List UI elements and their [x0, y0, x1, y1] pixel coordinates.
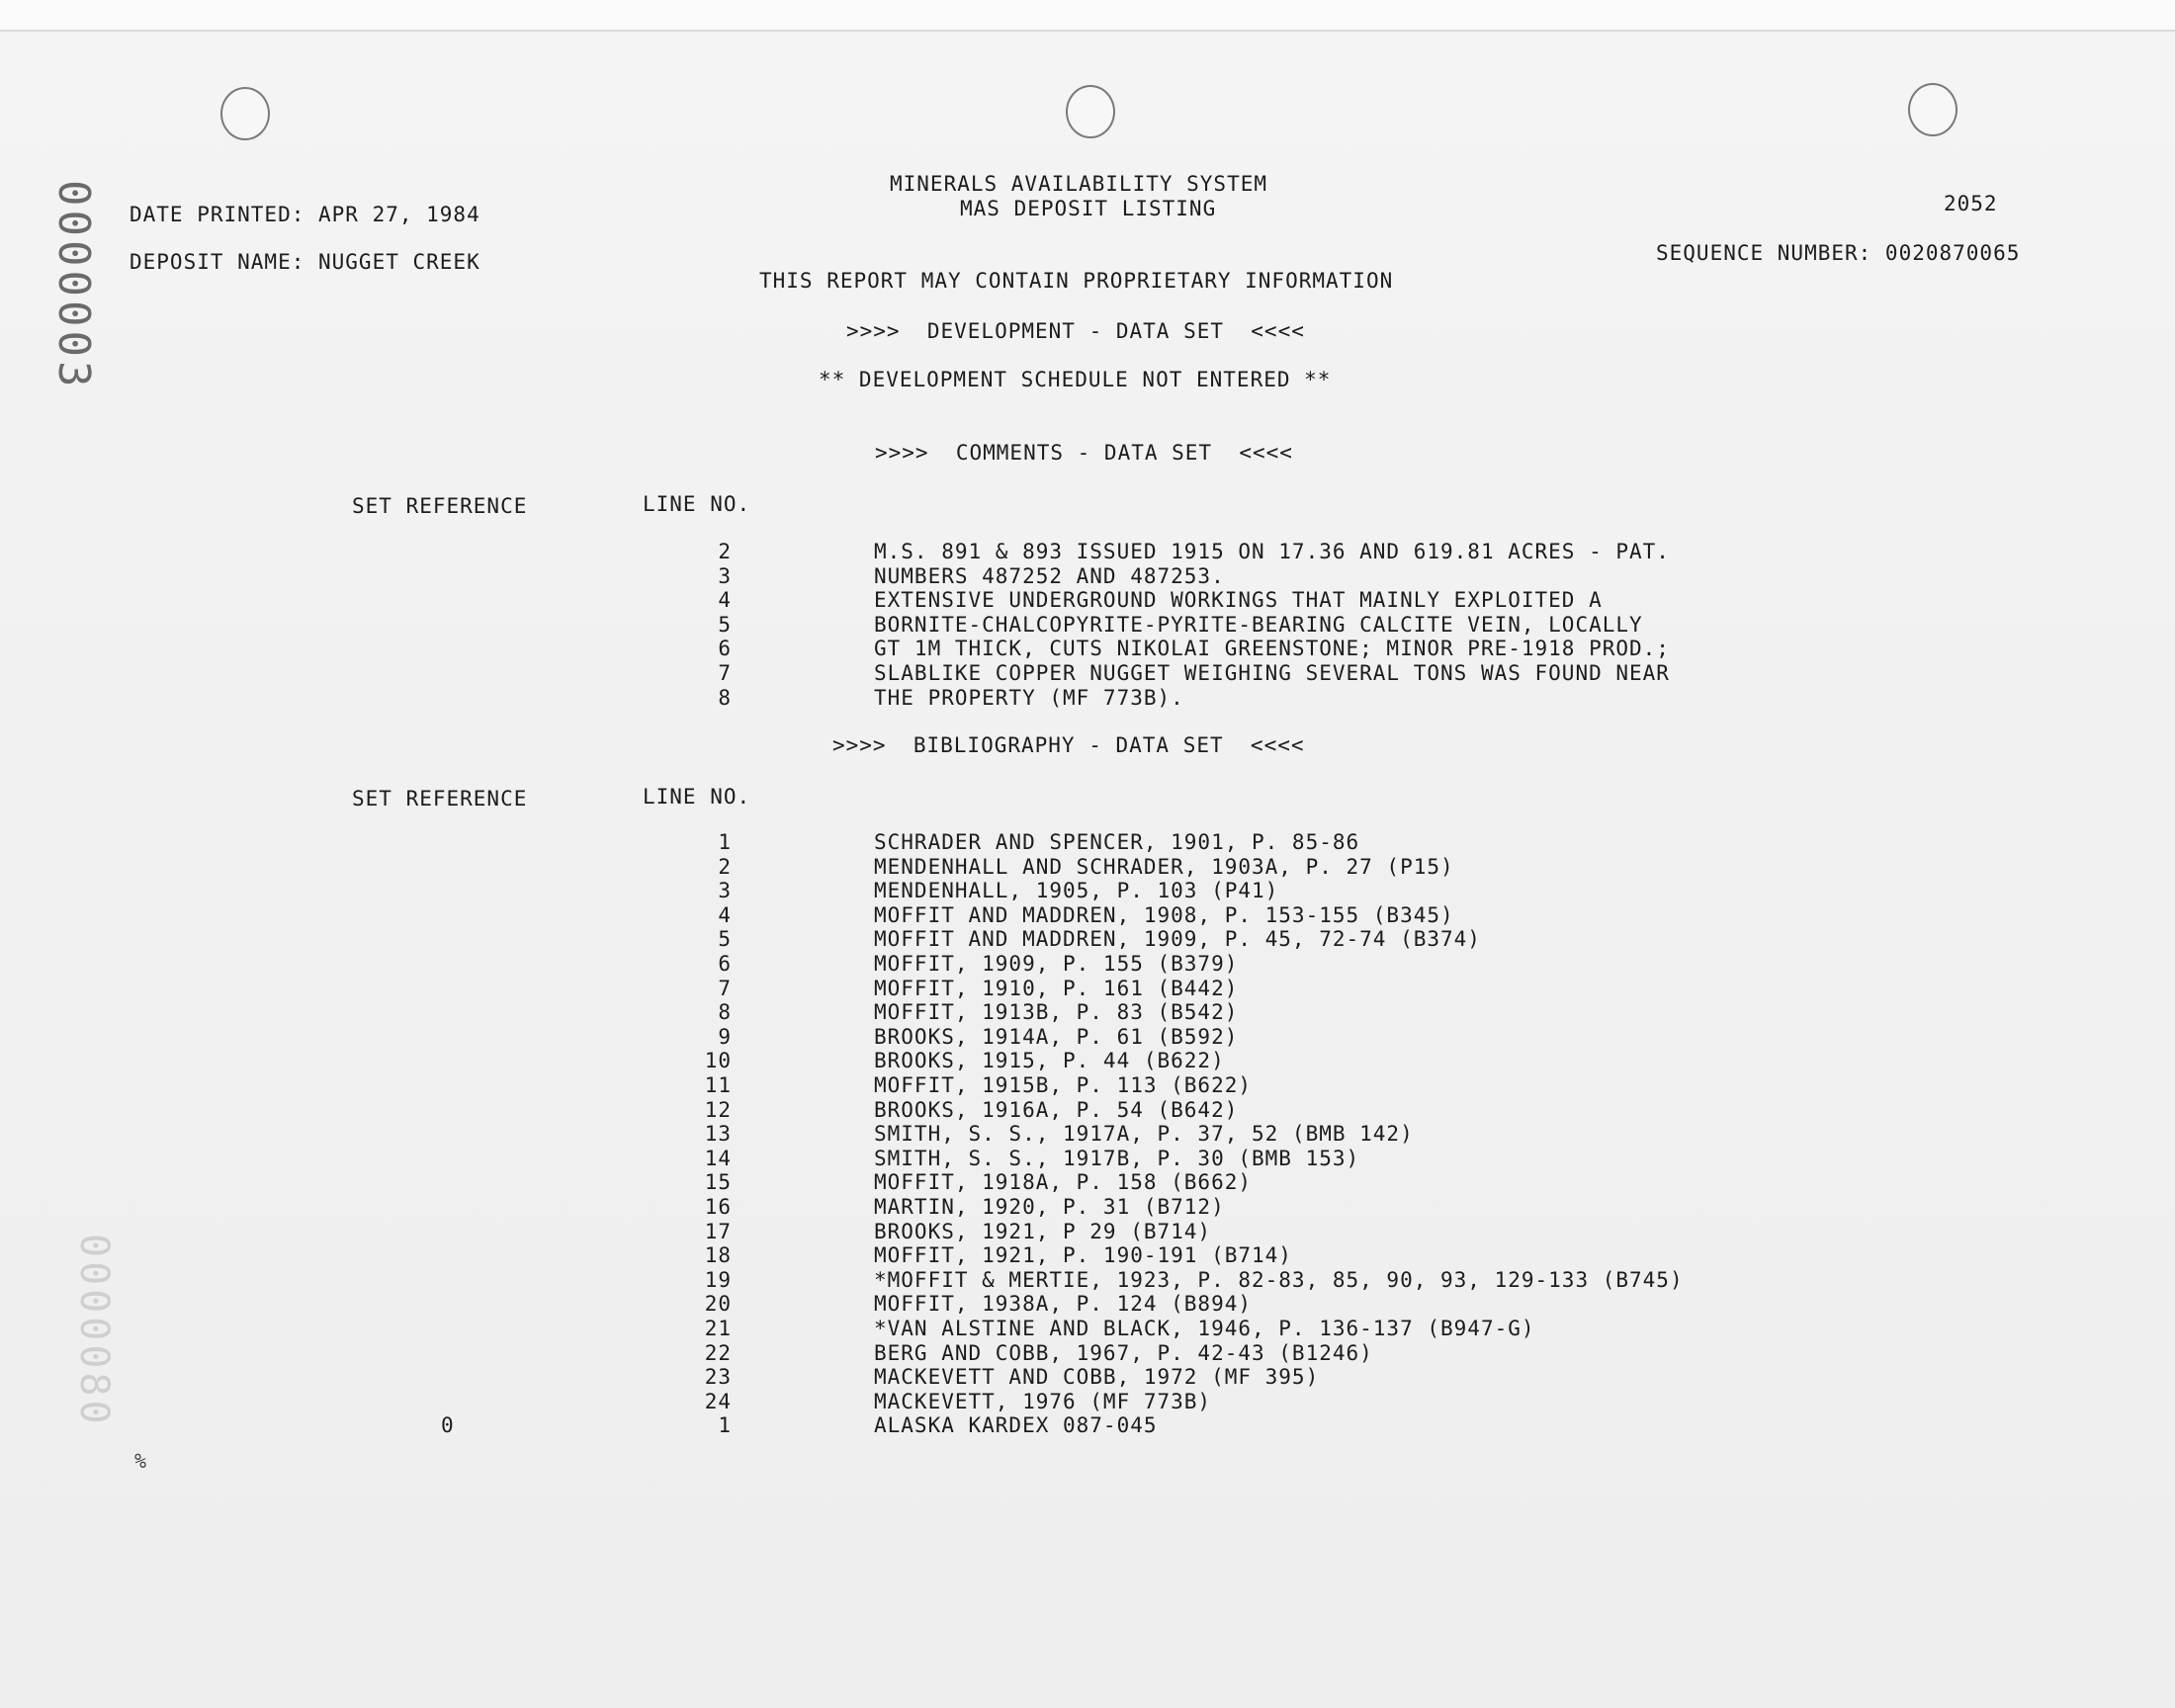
bibliography-line-text: MARTIN, 1920, P. 31 (B712): [874, 1195, 1225, 1219]
bibliography-line-text: *MOFFIT & MERTIE, 1923, P. 82-83, 85, 90, 93, 129-133 (B745): [874, 1267, 1684, 1292]
bibliography-line-number: 6: [718, 952, 732, 976]
bibliography-row: [0, 1073, 2175, 1097]
bibliography-line-text: MACKEVETT AND COBB, 1972 (MF 395): [874, 1365, 1320, 1390]
punch-hole-center: [1066, 85, 1115, 138]
bibliography-line-number: 17: [704, 1219, 732, 1243]
punch-hole-right: [1908, 83, 1958, 136]
comment-line-text: GT 1M THICK, CUTS NIKOLAI GREENSTONE; MINOR PRE-1918 PROD.;: [874, 637, 1670, 661]
comments-col-set-reference: SET REFERENCE: [352, 494, 528, 518]
page-number: 2052: [1944, 192, 1998, 215]
bibliography-line-number: 16: [704, 1195, 732, 1219]
bibliography-line-number: 11: [704, 1073, 732, 1097]
footer-mark: %: [134, 1449, 147, 1473]
comment-line-number: 3: [718, 563, 732, 588]
bibliography-line-text: MOFFIT, 1913B, P. 83 (B542): [874, 1000, 1239, 1025]
bibliography-line-text: BERG AND COBB, 1967, P. 42-43 (B1246): [874, 1340, 1373, 1365]
bibliography-line-number: 5: [718, 927, 732, 952]
bibliography-row: [0, 1122, 2175, 1146]
comment-line-number: 4: [718, 588, 732, 613]
bibliography-line-number: 7: [718, 976, 732, 1000]
system-title: MINERALS AVAILABILITY SYSTEM: [890, 172, 1268, 196]
comment-row: [0, 613, 2175, 637]
comment-line-text: BORNITE-CHALCOPYRITE-PYRITE-BEARING CALCITE VEIN, LOCALLY: [874, 612, 1643, 637]
bibliography-line-text: MOFFIT, 1921, P. 190-191 (B714): [874, 1243, 1292, 1268]
bibliography-row: [0, 1317, 2175, 1340]
bibliography-line-number: 8: [718, 1000, 732, 1025]
bibliography-line-text: MACKEVETT, 1976 (MF 773B): [874, 1389, 1212, 1413]
listing-title: MAS DEPOSIT LISTING: [960, 197, 1217, 220]
bibliography-line-text: BROOKS, 1915, P. 44 (B622): [874, 1049, 1225, 1073]
bibliography-line-text: BROOKS, 1921, P 29 (B714): [874, 1219, 1212, 1243]
bibliography-line-number: 18: [704, 1243, 732, 1268]
paper-top-edge: [0, 0, 2175, 32]
bibliography-set-reference: 0: [441, 1413, 455, 1438]
comment-row: [0, 540, 2175, 563]
comment-row: [0, 637, 2175, 660]
bibliography-line-number: 2: [718, 854, 732, 879]
bibliography-col-line-no: LINE NO.: [643, 785, 751, 809]
bibliography-line-number: 24: [704, 1389, 732, 1413]
sequence-number: SEQUENCE NUMBER: 0020870065: [1656, 241, 2021, 265]
bibliography-line-number: 14: [704, 1146, 732, 1170]
bibliography-line-number: 23: [704, 1365, 732, 1390]
comment-row: [0, 686, 2175, 710]
bibliography-line-number: 1: [718, 830, 732, 854]
bibliography-line-text: MOFFIT, 1938A, P. 124 (B894): [874, 1292, 1253, 1317]
bibliography-line-text: MOFFIT, 1918A, P. 158 (B662): [874, 1170, 1253, 1195]
bibliography-section-title: >>>> BIBLIOGRAPHY - DATA SET <<<<: [832, 733, 1305, 757]
bibliography-line-number: 22: [704, 1340, 732, 1365]
comment-line-number: 7: [718, 661, 732, 685]
comment-line-text: M.S. 891 & 893 ISSUED 1915 ON 17.36 AND 619.81 ACRES - PAT.: [874, 540, 1670, 563]
comment-row: [0, 661, 2175, 685]
bibliography-line-text: SMITH, S. S., 1917A, P. 37, 52 (BMB 142): [874, 1122, 1414, 1147]
comment-line-number: 5: [718, 612, 732, 637]
bibliography-row: [0, 1195, 2175, 1219]
page-stamp: 0000003: [48, 180, 99, 391]
bibliography-line-text: SCHRADER AND SPENCER, 1901, P. 85-86: [874, 830, 1360, 854]
bibliography-row: [0, 830, 2175, 854]
bibliography-row: [0, 952, 2175, 976]
bibliography-line-text: SMITH, S. S., 1917B, P. 30 (BMB 153): [874, 1146, 1360, 1170]
bibliography-row: [0, 1098, 2175, 1122]
bibliography-row: [0, 1413, 2175, 1437]
bibliography-line-text: MOFFIT AND MADDREN, 1909, P. 45, 72-74 (B374): [874, 927, 1481, 952]
bibliography-row: [0, 1390, 2175, 1413]
bibliography-line-number: 1: [718, 1413, 732, 1438]
bibliography-row: [0, 1341, 2175, 1365]
comment-line-number: 6: [718, 637, 732, 661]
bibliography-line-text: *VAN ALSTINE AND BLACK, 1946, P. 136-137 (B947-G): [874, 1317, 1535, 1340]
bibliography-line-text: MOFFIT, 1910, P. 161 (B442): [874, 976, 1239, 1000]
comment-line-text: NUMBERS 487252 AND 487253.: [874, 563, 1225, 588]
date-printed: DATE PRINTED: APR 27, 1984: [130, 203, 480, 226]
comments-section-title: >>>> COMMENTS - DATA SET <<<<: [875, 441, 1293, 465]
bibliography-line-number: 13: [704, 1122, 732, 1147]
comment-line-number: 2: [718, 540, 732, 563]
punch-hole-left: [220, 87, 270, 140]
comment-row: [0, 588, 2175, 612]
bibliography-line-text: MOFFIT AND MADDREN, 1908, P. 153-155 (B345): [874, 902, 1454, 927]
bibliography-row: [0, 1170, 2175, 1194]
bibliography-line-text: BROOKS, 1914A, P. 61 (B592): [874, 1024, 1239, 1049]
bibliography-row: [0, 1147, 2175, 1170]
bibliography-row: [0, 1000, 2175, 1024]
bibliography-line-text: BROOKS, 1916A, P. 54 (B642): [874, 1097, 1239, 1122]
bibliography-line-number: 19: [704, 1267, 732, 1292]
comments-col-line-no: LINE NO.: [643, 492, 751, 516]
bibliography-line-text: ALASKA KARDEX 087-045: [874, 1413, 1158, 1438]
bibliography-row: [0, 1220, 2175, 1243]
bibliography-line-number: 12: [704, 1097, 732, 1122]
comment-line-text: THE PROPERTY (MF 773B).: [874, 685, 1184, 710]
bibliography-line-text: MOFFIT, 1915B, P. 113 (B622): [874, 1073, 1253, 1097]
comment-line-text: EXTENSIVE UNDERGROUND WORKINGS THAT MAINLY EXPLOITED A: [874, 588, 1603, 613]
bibliography-row: [0, 1243, 2175, 1267]
bibliography-line-number: 10: [704, 1049, 732, 1073]
bibliography-line-number: 4: [718, 902, 732, 927]
bibliography-line-number: 21: [704, 1317, 732, 1340]
bibliography-row: [0, 1292, 2175, 1316]
bibliography-row: [0, 977, 2175, 1000]
bibliography-line-text: MENDENHALL, 1905, P. 103 (P41): [874, 879, 1279, 903]
bibliography-row: [0, 927, 2175, 951]
bibliography-row: [0, 855, 2175, 879]
bibliography-row: [0, 903, 2175, 927]
comment-row: [0, 564, 2175, 588]
bibliography-row: [0, 879, 2175, 902]
bibliography-row: [0, 1365, 2175, 1389]
deposit-name: DEPOSIT NAME: NUGGET CREEK: [130, 250, 480, 274]
proprietary-notice: THIS REPORT MAY CONTAIN PROPRIETARY INFORMATION: [759, 269, 1394, 293]
bibliography-col-set-reference: SET REFERENCE: [352, 787, 528, 811]
bibliography-line-number: 20: [704, 1292, 732, 1317]
bibliography-row: [0, 1025, 2175, 1049]
bibliography-row: [0, 1049, 2175, 1072]
comment-line-text: SLABLIKE COPPER NUGGET WEIGHING SEVERAL TONS WAS FOUND NEAR: [874, 661, 1670, 685]
faint-stamp: 0000080: [71, 1234, 117, 1428]
development-section-title: >>>> DEVELOPMENT - DATA SET <<<<: [846, 319, 1305, 343]
bibliography-line-number: 15: [704, 1170, 732, 1195]
bibliography-line-number: 3: [718, 879, 732, 903]
bibliography-line-text: MENDENHALL AND SCHRADER, 1903A, P. 27 (P15): [874, 854, 1454, 879]
comment-line-number: 8: [718, 685, 732, 710]
bibliography-row: [0, 1268, 2175, 1292]
bibliography-line-number: 9: [718, 1024, 732, 1049]
development-note: ** DEVELOPMENT SCHEDULE NOT ENTERED **: [819, 368, 1332, 391]
bibliography-line-text: MOFFIT, 1909, P. 155 (B379): [874, 952, 1239, 976]
